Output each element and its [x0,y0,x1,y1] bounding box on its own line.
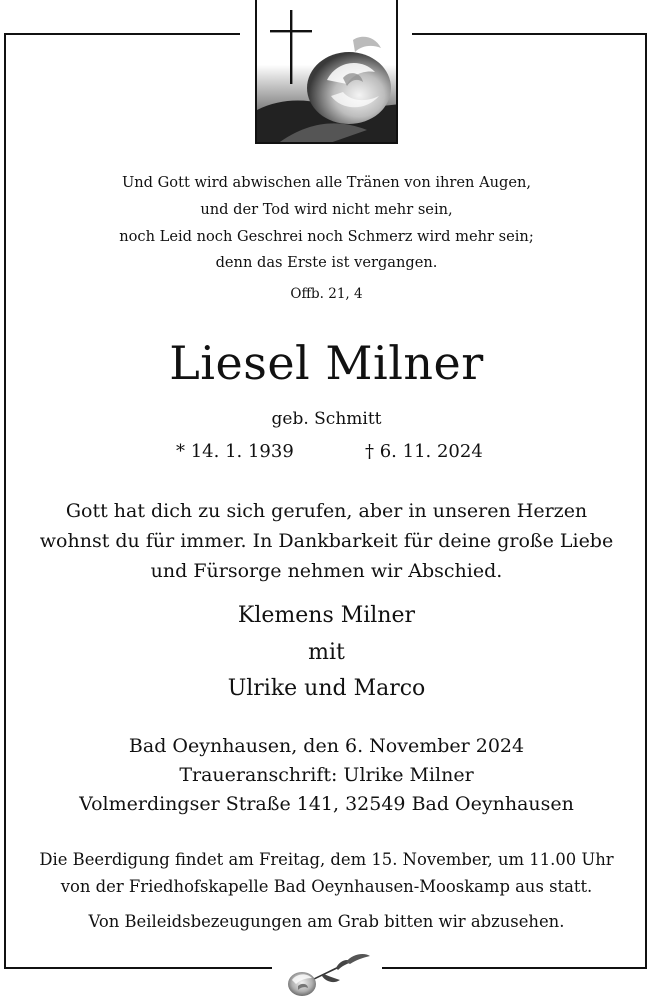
funeral-line: Die Beerdigung findet am Freitag, dem 15. November, um 11.00 Uhr [39,850,614,869]
verse-line: noch Leid noch Geschrei noch Schmerz wird mehr sein; [119,228,534,245]
funeral-line: von der Friedhofskapelle Bad Oeynhausen-Mooskamp aus statt. [60,877,593,896]
verse-line: denn das Erste ist vergangen. [215,254,438,271]
verse-line: Und Gott wird abwischen alle Tränen von ihren Augen, [121,174,532,191]
cross-with-rose-icon [255,0,398,144]
funeral-note: Von Beileidsbezeugungen am Grab bitten wir abzusehen. [88,912,565,931]
family-line: Klemens Milner [237,603,416,628]
verse-line: und der Tod wird nicht mehr sein, [200,201,453,218]
rose-icon [282,950,374,1000]
message-line: wohnst du für immer. In Dankbarkeit für deine große Liebe [39,530,614,552]
death-date: † 6. 11. 2024 [365,441,483,462]
deceased-name: Liesel Milner [169,336,484,390]
address-line: Volmerdingser Straße 141, 32549 Bad Oeynhausen [79,793,574,815]
message-line: und Fürsorge nehmen wir Abschied. [150,560,503,582]
birth-name: geb. Schmitt [271,409,382,429]
address-line: Bad Oeynhausen, den 6. November 2024 [128,735,525,757]
family-line: Ulrike und Marco [227,676,426,701]
family-line: mit [308,640,345,665]
address-line: Traueranschrift: Ulrike Milner [179,764,474,786]
verse-reference: Offb. 21, 4 [290,286,363,302]
message-line: Gott hat dich zu sich gerufen, aber in unseren Herzen [65,500,588,522]
birth-date: * 14. 1. 1939 [176,441,294,462]
